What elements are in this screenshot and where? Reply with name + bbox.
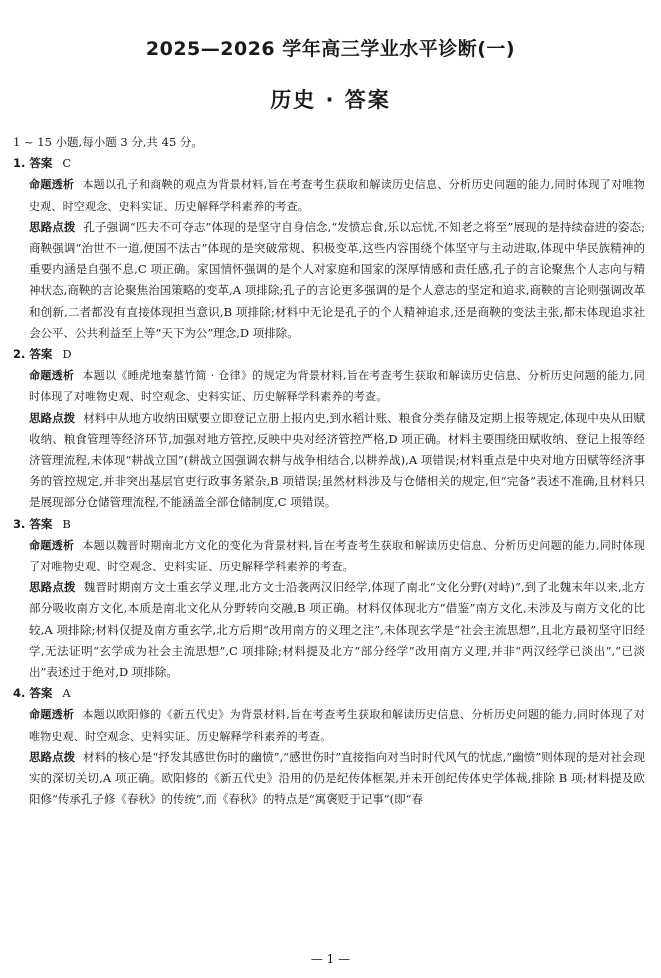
analysis-paragraph (13, 535, 645, 577)
answer-content (13, 132, 645, 811)
answer-choice: D (62, 347, 72, 362)
hint-label: 思路点拨 (29, 749, 76, 764)
hint-text: 材料中从地方收纳田赋要立即登记立册上报内史,到水稻计账、粮食分类存储及定期上报等规定,体现中央从田赋收纳、粮食管理等经济环节,加强对地方管控,反映中央对经济管控严格,D 项正确。材料主要围绕田赋收纳、登记上报等经济管理流程,未体现“耕战立国”(耕战立国强调农耕与战争相结合,以耕养战),A 项错误;材料重点是中央对地方田赋等经济事务的管控规定,并非突出基层官吏行政事务紧杂,B 项错误;虽然材料涉及与仓储相关的规定,但“完备”表述不准确,且材料只是展现部分仓储管理流程,不能涵盖全部仓储制度,C 项错误。 (29, 410, 645, 510)
hint-paragraph (13, 577, 645, 683)
scoring-intro: 1 ~ 15 小题,每小题 3 分,共 45 分。 (13, 135, 203, 149)
question-answer-line (13, 514, 645, 535)
page-number: — 1 — (310, 952, 351, 966)
hint-label: 思路点拨 (29, 219, 76, 234)
hint-text: 孔子强调“匹夫不可夺志”体现的是坚守自身信念,“发愤忘食,乐以忘忧,不知老之将至”展现的是持续奋进的姿态;商鞅强调“治世不一道,便国不法古”体现的是突破常规、积极变革,这些内容围绕个体坚守与主动进取,体现中华民族精神的重要内涵是自强不息,C 项正确。家国情怀强调的是个人对家庭和国家的深厚情感和责任感,孔子的言论聚焦个人志向与精神状态,商鞅的言论聚焦治国策略的变革,A 项排除;孔子的言论更多强调的是个人意志的坚定和追求,商鞅的言论则强调改革和创新,二者都没有直接体现担当意识,B 项排除;材料中无论是孔子的个人精神追求,还是商鞅的变法主张,都未体现追求社会公平、公共利益至上等“天下为公”理念,D 项排除。 (29, 219, 645, 340)
analysis-text: 本题以《睡虎地秦墓竹简 · 仓律》的规定为背景材料,旨在考查考生获取和解读历史信息、分析历史问题的能力,同时体现了对唯物史观、时空观念、史料实证、历史解释学科素养的考查。 (29, 369, 645, 404)
analysis-paragraph (13, 704, 645, 746)
analysis-text: 本题以魏晋时期南北方文化的变化为背景材料,旨在考查考生获取和解读历史信息、分析历史问题的能力,同时体现了对唯物史观、时空观念、史料实证、历史解释学科素养的考查。 (29, 538, 645, 574)
hint-text: 魏晋时期南方文士重玄学义理,北方文士沿袭两汉旧经学,体现了南北“文化分野(对峙)”,到了北魏末年以来,北方部分吸收南方文化,本质是南北文化从分野转向交融,B 项正确。材料仅体现北方“借鉴”南方文化,未涉及与南方文化的比较,A 项排除;材料仅提及南方重玄学,北方后期“改用南方的义理之注”,未体现玄学是“社会主流思想”,且北方最初坚守旧经学,无法证明“玄学成为社会主流思想”,C 项排除;材料提及北方“部分经学”改用南方义理,并非“两汉经学已淡出”,“已淡出”表述过于绝对,D 项排除。 (29, 580, 645, 680)
question-number: 1. (13, 156, 26, 171)
answer-label: 答案 (29, 686, 53, 701)
hint-label: 思路点拨 (29, 580, 76, 595)
question-answer-line (13, 344, 645, 365)
analysis-paragraph (13, 365, 645, 407)
analysis-text: 本题以欧阳修的《新五代史》为背景材料,旨在考查考生获取和解读历史信息、分析历史问题的能力,同时体现了对唯物史观、时空观念、史料实证、历史解释学科素养的考查。 (29, 708, 645, 743)
answer-label: 答案 (29, 156, 53, 171)
analysis-text: 本题以孔子和商鞅的观点为背景材料,旨在考查考生获取和解读历史信息、分析历史问题的能力,同时体现了对唯物史观、时空观念、史料实证、历史解释学科素养的考查。 (29, 178, 645, 213)
hint-paragraph (13, 408, 645, 514)
answer-choice: A (62, 686, 71, 701)
answer-choice: B (62, 516, 71, 531)
answer-label: 答案 (29, 347, 53, 362)
answer-choice: C (62, 156, 72, 171)
analysis-label: 命题透析 (29, 369, 75, 383)
hint-text: 材料的核心是“抒发其感世伤时的幽愤”,“感世伤时”直接指向对当时时代风气的忧虑,“幽愤”则体现的是对社会现实的深切关切,A 项正确。欧阳修的《新五代史》沿用的仍是纪传体框架,并未开创纪传体史学体裁,排除 B 项;材料提及欧阳修“传承孔子修《春秋》的传统”,而《春秋》的特点是“寓褒贬于记事”(即“春 (29, 749, 645, 807)
hint-label: 思路点拨 (29, 410, 76, 425)
question-list (13, 153, 645, 810)
analysis-label: 命题透析 (29, 178, 75, 192)
hint-paragraph (13, 747, 645, 811)
analysis-paragraph (13, 174, 645, 216)
document-subtitle: 历史 · 答案 (270, 88, 391, 112)
question-number: 3. (13, 516, 26, 531)
analysis-label: 命题透析 (29, 708, 75, 722)
question-answer-line (13, 153, 645, 174)
analysis-label: 命题透析 (29, 538, 75, 552)
answer-label: 答案 (29, 516, 53, 531)
document-title: 2025—2026 学年高三学业水平诊断(一) (145, 38, 516, 60)
question-answer-line (13, 683, 645, 704)
question-number: 2. (13, 347, 26, 362)
question-number: 4. (13, 686, 26, 701)
hint-paragraph (13, 217, 645, 344)
